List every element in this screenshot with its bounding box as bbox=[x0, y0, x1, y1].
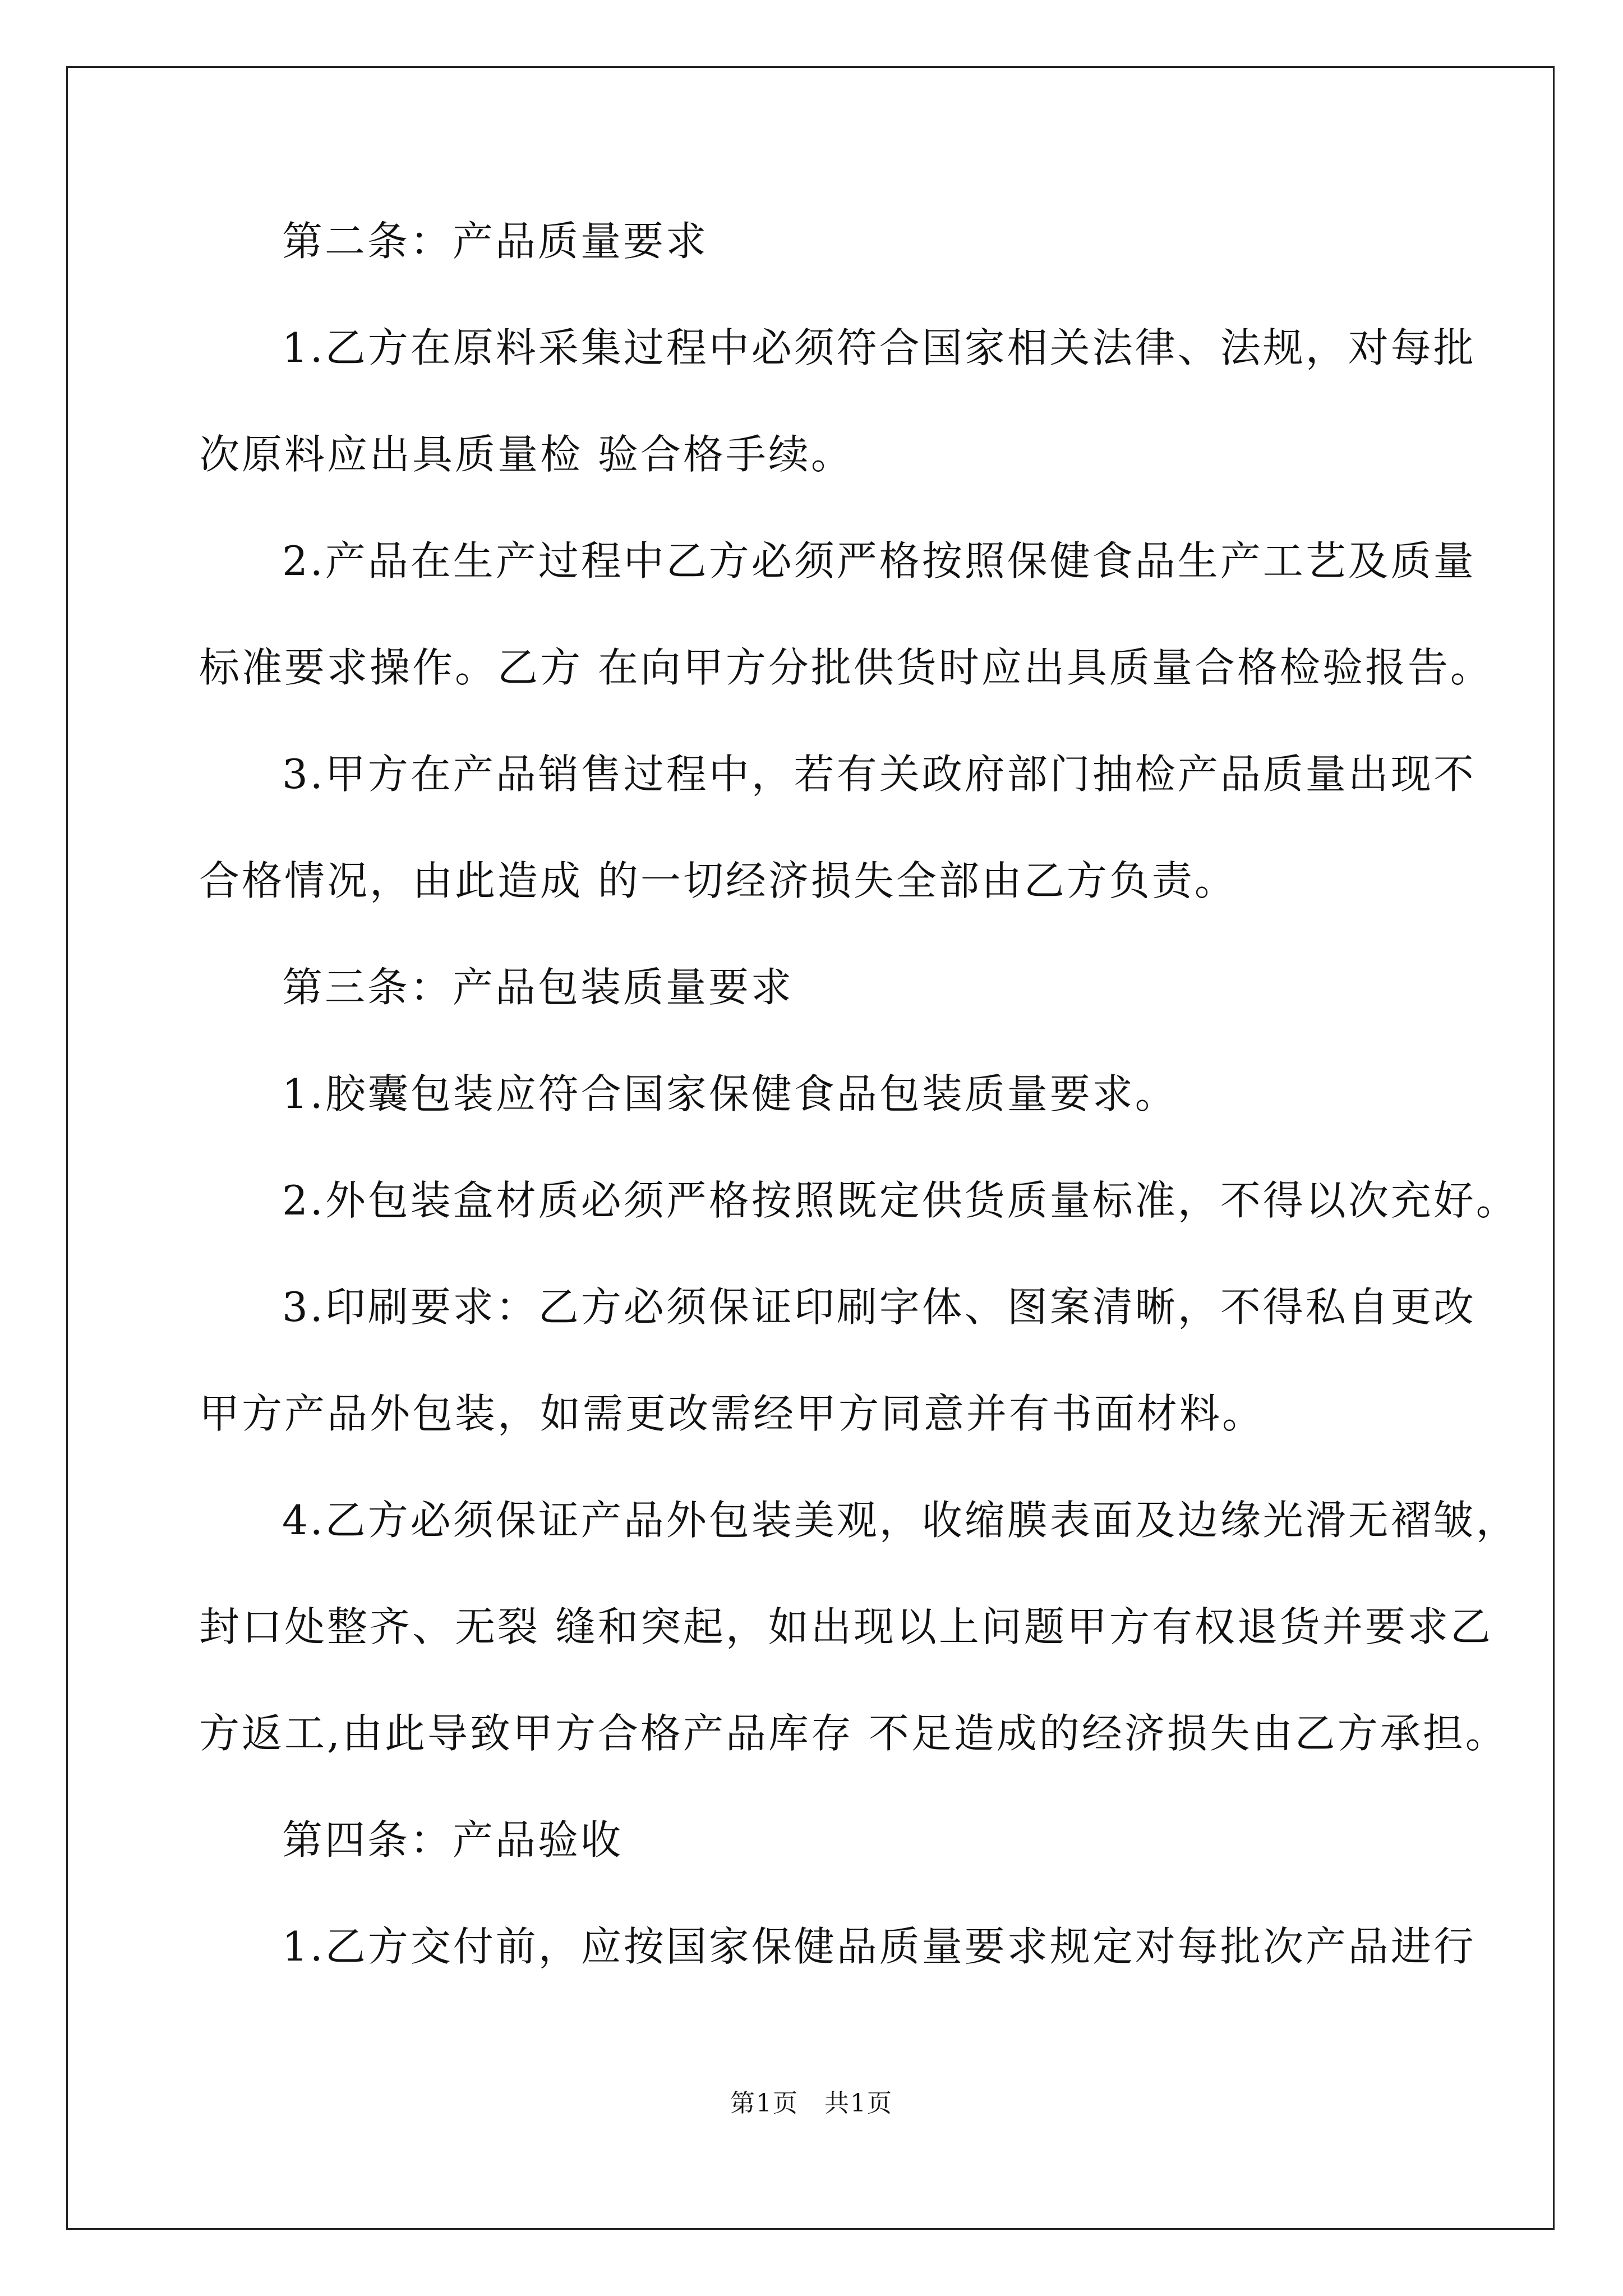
paragraph-line: 标准要求操作。乙方 在向甲方分批供货时应出具质量合格检验报告。 bbox=[199, 644, 1493, 691]
paragraph-line: 1.乙方交付前，应按国家保健品质量要求规定对每批次产品进行 bbox=[282, 1923, 1476, 1970]
page-number-footer: 第1页 共1页 bbox=[730, 2089, 893, 2118]
paragraph-line: 1.胶囊包装应符合国家保健食品包装质量要求。 bbox=[282, 1070, 1178, 1117]
paragraph-line: 1.乙方在原料采集过程中必须符合国家相关法律、法规，对每批 bbox=[282, 324, 1476, 371]
page-border bbox=[66, 66, 1555, 2230]
paragraph-line: 4.乙方必须保证产品外包装美观，收缩膜表面及边缘光滑无褶皱， bbox=[282, 1497, 1519, 1544]
section-heading-article-3: 第三条：产品包装质量要求 bbox=[282, 964, 794, 1011]
paragraph-line: 封口处整齐、无裂 缝和突起，如出现以上问题甲方有权退货并要求乙 bbox=[199, 1603, 1493, 1650]
paragraph-line: 2.产品在生产过程中乙方必须严格按照保健食品生产工艺及质量 bbox=[282, 537, 1476, 585]
paragraph-line: 3.印刷要求：乙方必须保证印刷字体、图案清晰，不得私自更改 bbox=[282, 1283, 1476, 1331]
paragraph-line: 2.外包装盒材质必须严格按照既定供货质量标准，不得以次充好。 bbox=[282, 1177, 1519, 1224]
paragraph-line: 甲方产品外包装，如需更改需经甲方同意并有书面材料。 bbox=[199, 1390, 1265, 1437]
section-heading-article-4: 第四条：产品验收 bbox=[282, 1816, 624, 1864]
paragraph-line: 合格情况，由此造成 的一切经济损失全部由乙方负责。 bbox=[199, 857, 1237, 904]
paragraph-line: 次原料应出具质量检 验合格手续。 bbox=[199, 431, 854, 478]
section-heading-article-2: 第二条：产品质量要求 bbox=[282, 218, 709, 265]
paragraph-line: 方返工,由此导致甲方合格产品库存 不足造成的经济损失由乙方承担。 bbox=[199, 1710, 1508, 1757]
paragraph-line: 3.甲方在产品销售过程中，若有关政府部门抽检产品质量出现不 bbox=[282, 751, 1476, 798]
